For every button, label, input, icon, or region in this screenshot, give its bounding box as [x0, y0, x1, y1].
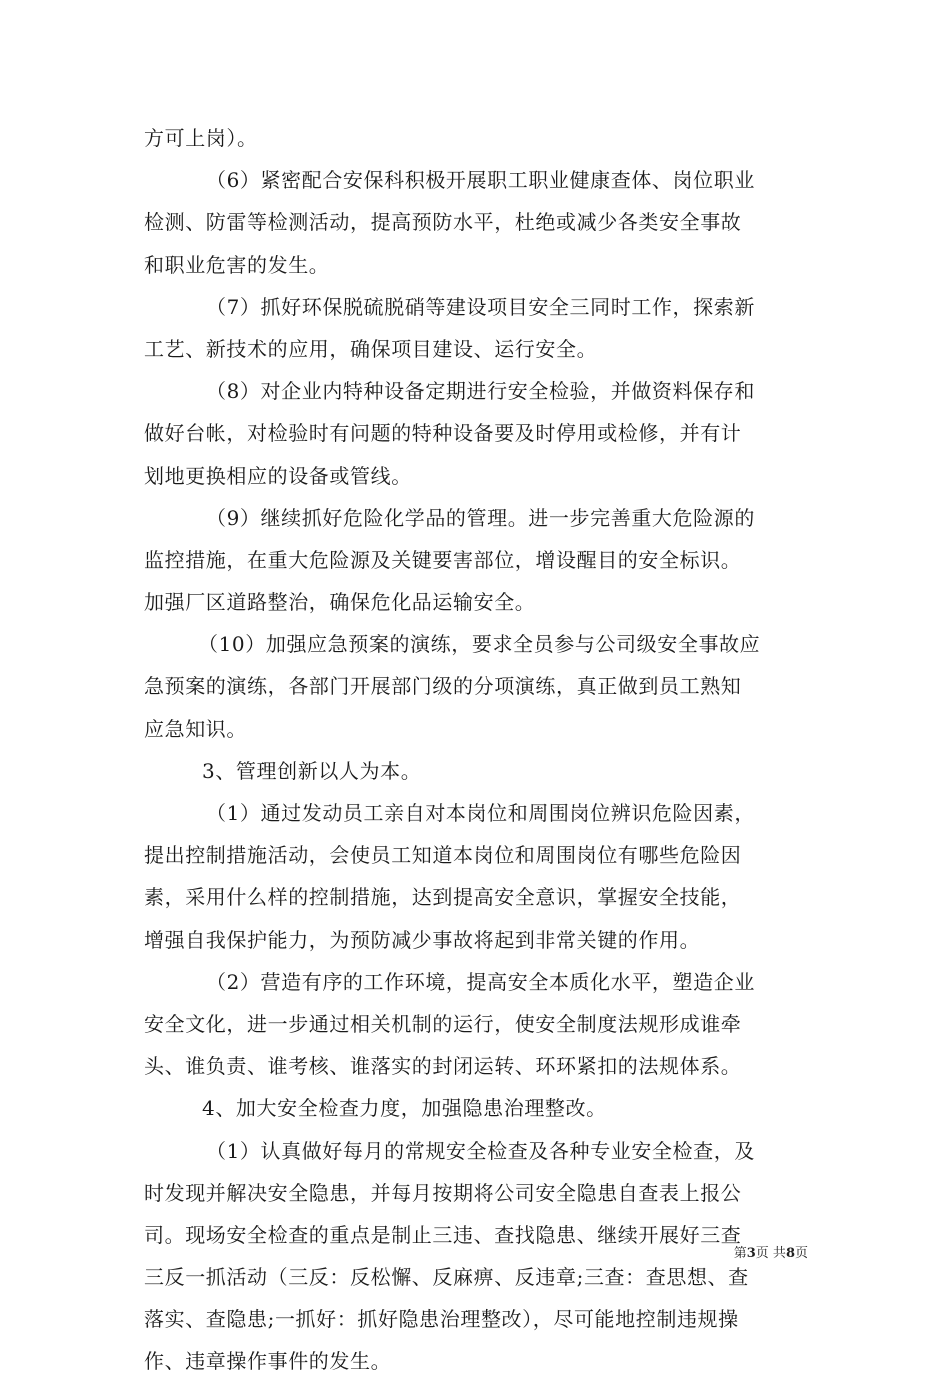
text-line: 头、谁负责、谁考核、谁落实的封闭运转、环环紧扣的法规体系。	[144, 1054, 742, 1079]
text-line: 素，采用什么样的控制措施，达到提高安全意识，掌握安全技能，	[144, 885, 742, 910]
text-line: 划地更换相应的设备或管线。	[144, 463, 412, 488]
paragraph-9-start: （9）继续抓好危险化学品的管理。进一步完善重大危险源的	[206, 505, 755, 530]
text-line: 应急知识。	[144, 716, 247, 741]
section-heading-4: 4、加大安全检查力度，加强隐患治理整改。	[202, 1096, 607, 1121]
text-line: 加强厂区道路整治，确保危化品运输安全。	[144, 590, 536, 615]
text-line: 急预案的演练，各部门开展部门级的分项演练，真正做到员工熟知	[144, 674, 742, 699]
paragraph-7-start: （7）抓好环保脱硫脱硝等建设项目安全三同时工作，探索新	[206, 294, 755, 319]
text-line: 司。现场安全检查的重点是制止三违、查找隐患、继续开展好三查	[144, 1222, 742, 1247]
section-heading-3: 3、管理创新以人为本。	[202, 758, 422, 783]
text-line: 安全文化，进一步通过相关机制的运行，使安全制度法规形成谁牵	[144, 1011, 742, 1036]
text-line: 做好台帐，对检验时有问题的特种设备要及时停用或检修，并有计	[144, 421, 742, 446]
text-line: 方可上岗）。	[144, 126, 258, 150]
current-page-number: 3	[746, 1246, 756, 1261]
total-pages-number: 8	[785, 1246, 795, 1261]
text-line: 检测、防雷等检测活动，提高预防水平，杜绝或减少各类安全事故	[144, 210, 742, 235]
footer-middle: 页 共	[755, 1246, 786, 1261]
paragraph-4-1-start: （1）认真做好每月的常规安全检查及各种专业安全检查，及	[206, 1138, 755, 1163]
text-line: 时发现并解决安全隐患，并每月按期将公司安全隐患自查表上报公	[144, 1180, 742, 1205]
paragraph-3-1-start: （1）通过发动员工亲自对本岗位和周围岗位辨识危险因素，	[206, 801, 755, 825]
footer-prefix: 第	[733, 1246, 747, 1261]
paragraph-6-start: （6）紧密配合安保科积极开展职工职业健康查体、岗位职业	[206, 168, 755, 193]
paragraph-3-2-start: （2）营造有序的工作环境，提高安全本质化水平，塑造企业	[206, 969, 755, 994]
text-line: 和职业危害的发生。	[144, 252, 330, 277]
page-footer	[0, 1245, 808, 1263]
footer-suffix: 页	[794, 1246, 808, 1261]
text-line: 提出控制措施活动，会使员工知道本岗位和周围岗位有哪些危险因	[144, 843, 742, 868]
text-line: 工艺、新技术的应用，确保项目建设、运行安全。	[144, 336, 598, 361]
text-line: 增强自我保护能力，为预防减少事故将起到非常关键的作用。	[144, 927, 701, 952]
text-line: 落实、查隐患;一抓好：抓好隐患治理整改），尽可能地控制违规操	[144, 1307, 739, 1332]
paragraph-10-start: （10）加强应急预案的演练，要求全员参与公司级安全事故应	[198, 632, 761, 657]
text-line: 三反一抓活动（三反：反松懈、反麻痹、反违章;三查：查思想、查	[144, 1265, 749, 1290]
text-line: 作、违章操作事件的发生。	[144, 1349, 392, 1374]
text-line: 监控措施，在重大危险源及关键要害部位，增设醒目的安全标识。	[144, 547, 742, 572]
paragraph-8-start: （8）对企业内特种设备定期进行安全检验，并做资料保存和	[206, 379, 755, 404]
body-text	[144, 117, 814, 1383]
